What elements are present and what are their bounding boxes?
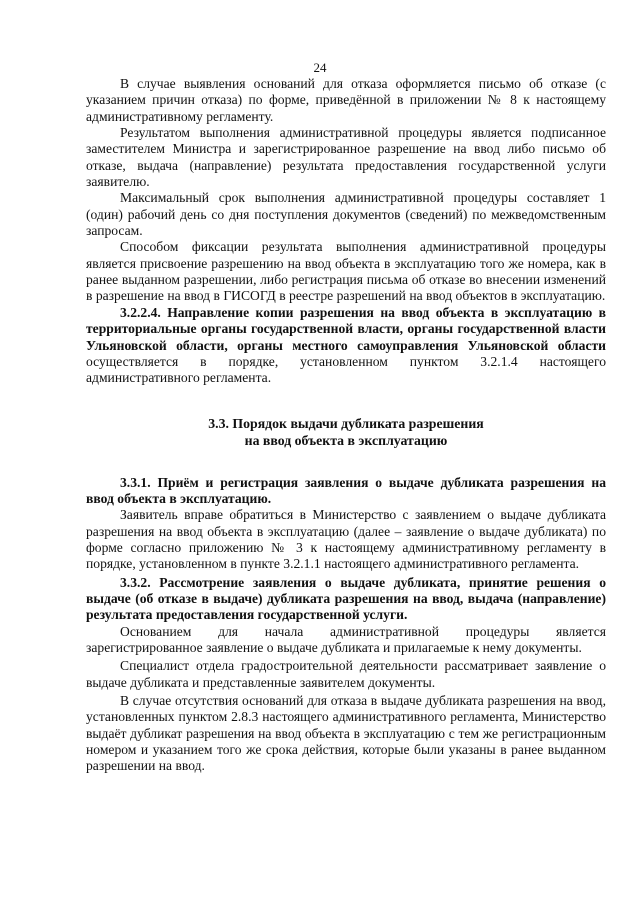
section-3-2-2-4-text: осуществляется в порядке, установленном пунктом 3.2.1.4 настоящего административного регламента.: [86, 353, 606, 386]
section-heading-line-2: на ввод объекта в эксплуатацию: [244, 432, 448, 448]
section-3-3-2-specialist: Специалист отдела градостроительной деятельности рассматривает заявление о выдаче дубликата и представленные заявителем документы.: [86, 658, 606, 690]
section-3-3-1-title: 3.3.1. Приём и регистрация заявления о выдаче дубликата разрешения на ввод объекта в эксплуатацию.: [86, 474, 606, 506]
paragraph-procedure-result: Результатом выполнения административной процедуры является подписанное заместителем Министра и зарегистрированное разрешение на ввод либо письмо об отказе, выдача (направление) результата предоставления государственной услуги заявителю.: [86, 125, 606, 190]
paragraph-max-term: Максимальный срок выполнения административной процедуры составляет 1 (один) рабочий день со дня поступления документов (сведений) по межведомственным запросам.: [86, 190, 606, 239]
document-body: [86, 76, 606, 775]
paragraph-fixation-method: Способом фиксации результата выполнения административной процедуры является присвоение разрешению на ввод объекта в эксплуатацию того же номера, как в ранее выданном разрешении, либо регистрация письма об отказе во внесении изменений в разрешение на ввод в ГИСОГД в реестре разрешений на ввод объектов в эксплуатацию.: [86, 239, 606, 304]
section-3-3-1-text: Заявитель вправе обратиться в Министерство с заявлением о выдаче дубликата разрешения на ввод объекта в эксплуатацию (далее – заявление о выдаче дубликата) по форме согласно приложению № 3 к настоящему административному регламенту в порядке, установленном в пункте 3.2.1.1 настоящего административного регламента.: [86, 507, 606, 572]
section-heading-3-3: [86, 415, 606, 449]
section-heading-line-1: 3.3. Порядок выдачи дубликата разрешения: [208, 415, 484, 431]
section-3-3-2-title: 3.3.2. Рассмотрение заявления о выдаче дубликата, принятие решения о выдаче (об отказе в выдаче) дубликата разрешения на ввод, выдача (направление) результата предоставления государственной услуги.: [86, 574, 606, 623]
section-3-3-2-basis: Основанием для начала административной процедуры является зарегистрированное заявление о выдаче дубликата и прилагаемые к нему документы.: [86, 623, 606, 655]
section-3-3-2-issuance: В случае отсутствия оснований для отказа в выдаче дубликата разрешения на ввод, установленных пунктом 2.8.3 настоящего административного регламента, Министерство выдаёт дубликат разрешения на ввод объекта в эксплуатацию с тем же регистрационным номером и указанием того же срока действия, которые были указаны в ранее выданном разрешении на ввод.: [86, 693, 606, 774]
page-number: 24: [313, 60, 327, 75]
section-3-2-2-4-title: 3.2.2.4. Направление копии разрешения на ввод объекта в эксплуатацию в территориальные органы государственной власти, органы государственной власти Ульяновской области, органы местного самоуправления Ульяновской области: [86, 304, 606, 353]
paragraph-refusal-letter: В случае выявления оснований для отказа оформляется письмо об отказе (с указанием причин отказа) по форме, приведённой в приложении № 8 к настоящему административному регламенту.: [86, 76, 606, 124]
section-3-2-2-4: [86, 305, 606, 387]
